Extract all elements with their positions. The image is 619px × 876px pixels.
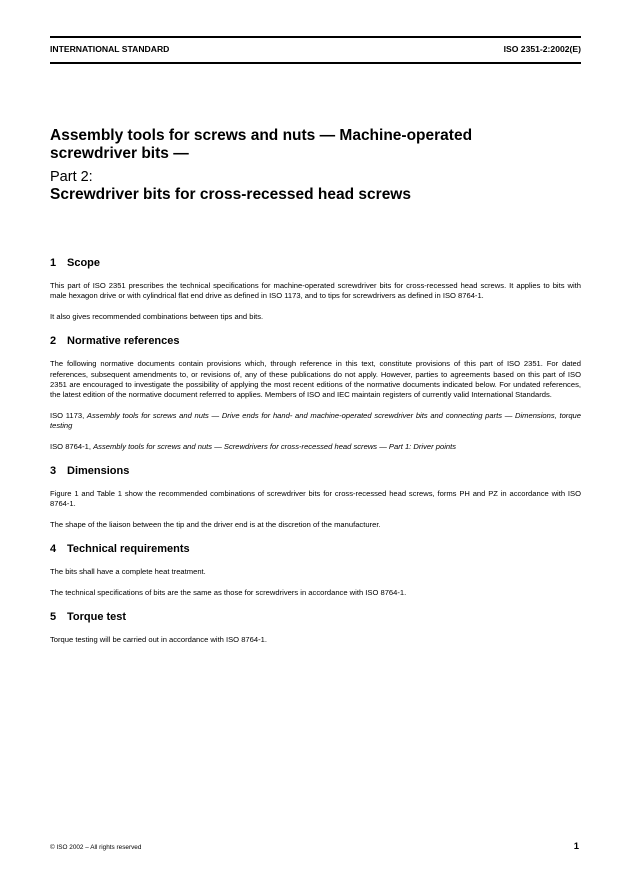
section-heading-scope: [50, 256, 581, 270]
section-heading-dimensions: [50, 464, 581, 478]
section-number: 1: [50, 257, 57, 269]
header-bottom-rule: [50, 62, 581, 64]
title-block: [50, 127, 581, 204]
reference-title: Assembly tools for screws and nuts — Screwdrivers for cross-recessed head screws — Part 1: Driver points: [93, 441, 457, 451]
scope-paragraph-2: It also gives recommended combinations between tips and bits.: [50, 311, 264, 321]
section-number: 3: [50, 465, 57, 478]
scope-paragraph-1: This part of ISO 2351 prescribes the technical specifications for machine-operated screwdriver bits for cross-recessed head screws. It applies to bits with male hexagon drive or with cylindrical flat end drive as defined in ISO 1173, and to tips for screwdrivers as defined in ISO 8764-1.: [50, 281, 581, 301]
document-body: [50, 256, 581, 646]
normative-reference-2: [50, 442, 581, 452]
section-number: 4: [50, 543, 57, 556]
section-heading-normative-references: [50, 334, 581, 348]
section-title: Scope: [67, 257, 101, 269]
section-number: 5: [50, 611, 57, 624]
torque-paragraph-1: Torque testing will be carried out in accordance with ISO 8764-1.: [50, 635, 267, 645]
reference-code: ISO 1173,: [50, 410, 85, 420]
part-label: Part 2:: [50, 169, 93, 185]
section-title: Technical requirements: [67, 543, 190, 556]
header-right: ISO 2351-2:2002(E): [503, 44, 581, 54]
header-top-rule: [50, 36, 581, 38]
section-title: Normative references: [67, 335, 180, 348]
section-title: Torque test: [67, 611, 127, 624]
section-heading-torque-test: [50, 610, 581, 624]
footer-page-number: 1: [573, 841, 579, 852]
footer-copyright: © ISO 2002 – All rights reserved: [50, 844, 142, 851]
normative-reference-1: [50, 411, 581, 432]
normative-paragraph-1: The following normative documents contain provisions which, through reference in this text, constitute provisions of this part of ISO 2351. For dated references, subsequent amendments to, or revisions of, any of these publications do not apply. However, parties to agreements based on this part of ISO 2351 are encouraged to investigate the possibility of applying the most recent editions of the normative documents indicated below. For undated references, the latest edition of the normative document referred to applies. Members of ISO and IEC maintain registers of currently valid International Standards.: [50, 359, 581, 400]
part-title: Screwdriver bits for cross-recessed head screws: [50, 186, 411, 203]
section-heading-technical-requirements: [50, 542, 581, 556]
dimensions-paragraph-2: The shape of the liaison between the tip and the driver end is at the discretion of the manufacturer.: [50, 519, 381, 529]
section-title: Dimensions: [67, 465, 130, 478]
main-title-line1: Assembly tools for screws and nuts — Machine-operated: [50, 127, 473, 144]
technical-paragraph-1: The bits shall have a complete heat treatment.: [50, 567, 206, 577]
reference-code: ISO 8764-1,: [50, 441, 91, 451]
section-number: 2: [50, 335, 57, 348]
dimensions-paragraph-1: Figure 1 and Table 1 show the recommended combinations of screwdriver bits for cross-recessed head screws, forms PH and PZ in accordance with ISO 8764-1.: [50, 489, 581, 509]
main-title-line2: screwdriver bits —: [50, 145, 189, 162]
reference-title: Assembly tools for screws and nuts — Drive ends for hand- and machine-operated screwdriver bits and connecting parts — Dimensions, torque testing: [50, 410, 581, 431]
technical-paragraph-2: The technical specifications of bits are the same as those for screwdrivers in accordance with ISO 8764-1.: [50, 587, 407, 597]
header-left: INTERNATIONAL STANDARD: [50, 44, 170, 54]
